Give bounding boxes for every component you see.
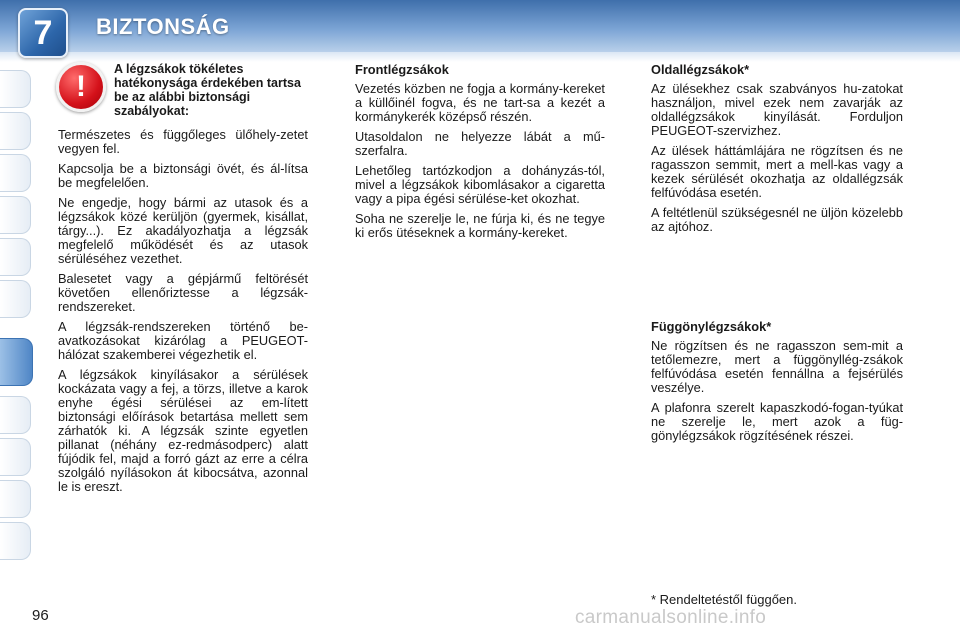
chapter-tab[interactable] xyxy=(0,112,31,150)
frontal-heading: Frontlégzsákok xyxy=(355,62,449,77)
warning-paragraph: A légzsák-rendszereken történő be-avatkozásokat kizárólag a PEUGEOT-hálózat szakemberei végezhetik el. xyxy=(58,319,308,362)
frontal-paragraph: Soha ne szerelje le, ne fúrja ki, és ne tegye ki erős ütéseknek a kormány-kereket. xyxy=(355,211,605,240)
warning-paragraph: A légzsákok kinyílásakor a sérülések kockázata vagy a fej, a törzs, illetve a karok enyhe égési sérülései az em-lített biztonsági előírások betartása mellett sem zárhatók ki. A légzsák szinte egyetlen pillanat (néhány ez-redmásodperc) alatt fújódik fel, majd a forró gázt az erre a célra szolgáló nyílásokon át kibocsátva, azonnal le is ereszt. xyxy=(58,367,308,494)
warning-paragraph: Balesetet vagy a gépjármű feltörését követően ellenőriztesse a légzsák-rendszereket. xyxy=(58,271,308,314)
warning-column xyxy=(58,128,308,500)
chapter-number-badge: 7 xyxy=(18,8,68,58)
curtain-heading: Függönylégzsákok* xyxy=(651,319,772,334)
chapter-tabs xyxy=(0,60,34,580)
side-paragraph: A feltétlenül szükségesnél ne üljön közelebb az ajtóhoz. xyxy=(651,205,903,234)
header-fade xyxy=(0,52,960,62)
chapter-tab[interactable] xyxy=(0,154,31,192)
curtain-paragraph: Ne rögzítsen és ne ragasszon sem-mit a tetőlemezre, mert a függönyllég-zsákok felfúvódása esetén fennállna a fejsérülés veszélye. xyxy=(651,338,903,395)
side-airbag-section xyxy=(651,63,903,240)
chapter-tab[interactable] xyxy=(0,522,31,560)
footnote: * Rendeltetéstől függően. xyxy=(651,592,797,607)
watermark: carmanualsonline.info xyxy=(575,607,767,628)
warning-paragraph: Kapcsolja be a biztonsági övét, és ál-lítsa be megfelelően. xyxy=(58,161,308,190)
frontal-paragraph: Utasoldalon ne helyezze lábát a mű-szerfalra. xyxy=(355,129,605,158)
chapter-tab[interactable] xyxy=(0,396,31,434)
curtain-paragraph: A plafonra szerelt kapaszkodó-fogan-tyúkat ne szerelje le, mert azok a füg-gönylégzsákok rögzítésének részei. xyxy=(651,400,903,443)
frontal-paragraph: Lehetőleg tartózkodjon a dohányzás-tól, mivel a légzsákok kibomlásakor a cigaretta vagy a pipa égési sérülése-ket okozhat. xyxy=(355,163,605,206)
chapter-tab[interactable] xyxy=(0,196,31,234)
frontal-paragraph: Vezetés közben ne fogja a kormány-kereket a küllőinél fogva, és ne tart-sa a kezét a kormánykerék középső részén. xyxy=(355,81,605,124)
chapter-tab[interactable] xyxy=(0,480,31,518)
chapter-tab[interactable] xyxy=(0,280,31,318)
side-heading: Oldallégzsákok* xyxy=(651,62,750,77)
page-title: BIZTONSÁG xyxy=(96,14,230,39)
curtain-airbag-section xyxy=(651,320,903,449)
side-paragraph: Az ülések háttámlájára ne rögzítsen és ne ragasszon semmit, mert a mell-kas vagy a kezek sérülését okozhatja az oldallégzsák felfúvódása esetén. xyxy=(651,143,903,200)
chapter-tab-active[interactable] xyxy=(0,338,33,386)
exclamation-icon: ! xyxy=(56,62,106,112)
warning-heading: A légzsákok tökéletes hatékonysága érdekében tartsa be az alábbi biztonsági szabályokat: xyxy=(114,62,301,118)
frontal-airbag-section xyxy=(355,63,605,246)
page-number: 96 xyxy=(32,607,49,624)
chapter-tab[interactable] xyxy=(0,438,31,476)
chapter-tab[interactable] xyxy=(0,70,31,108)
side-paragraph: Az ülésekhez csak szabványos hu-zatokat használjon, mivel ezek nem zavarják az oldallégzsákok kinyílását. Forduljon PEUGEOT-szervizhez. xyxy=(651,81,903,138)
warning-paragraph: Ne engedje, hogy bármi az utasok és a légzsákok közé kerüljön (gyermek, kisállat, tárgy...). Ez akadályozhatja a légzsák megfelelő működését és az utasok sérüléséhez vezethet. xyxy=(58,195,308,266)
chapter-tab[interactable] xyxy=(0,238,31,276)
warning-paragraph: Természetes és függőleges ülőhely-zetet vegyen fel. xyxy=(58,127,308,156)
